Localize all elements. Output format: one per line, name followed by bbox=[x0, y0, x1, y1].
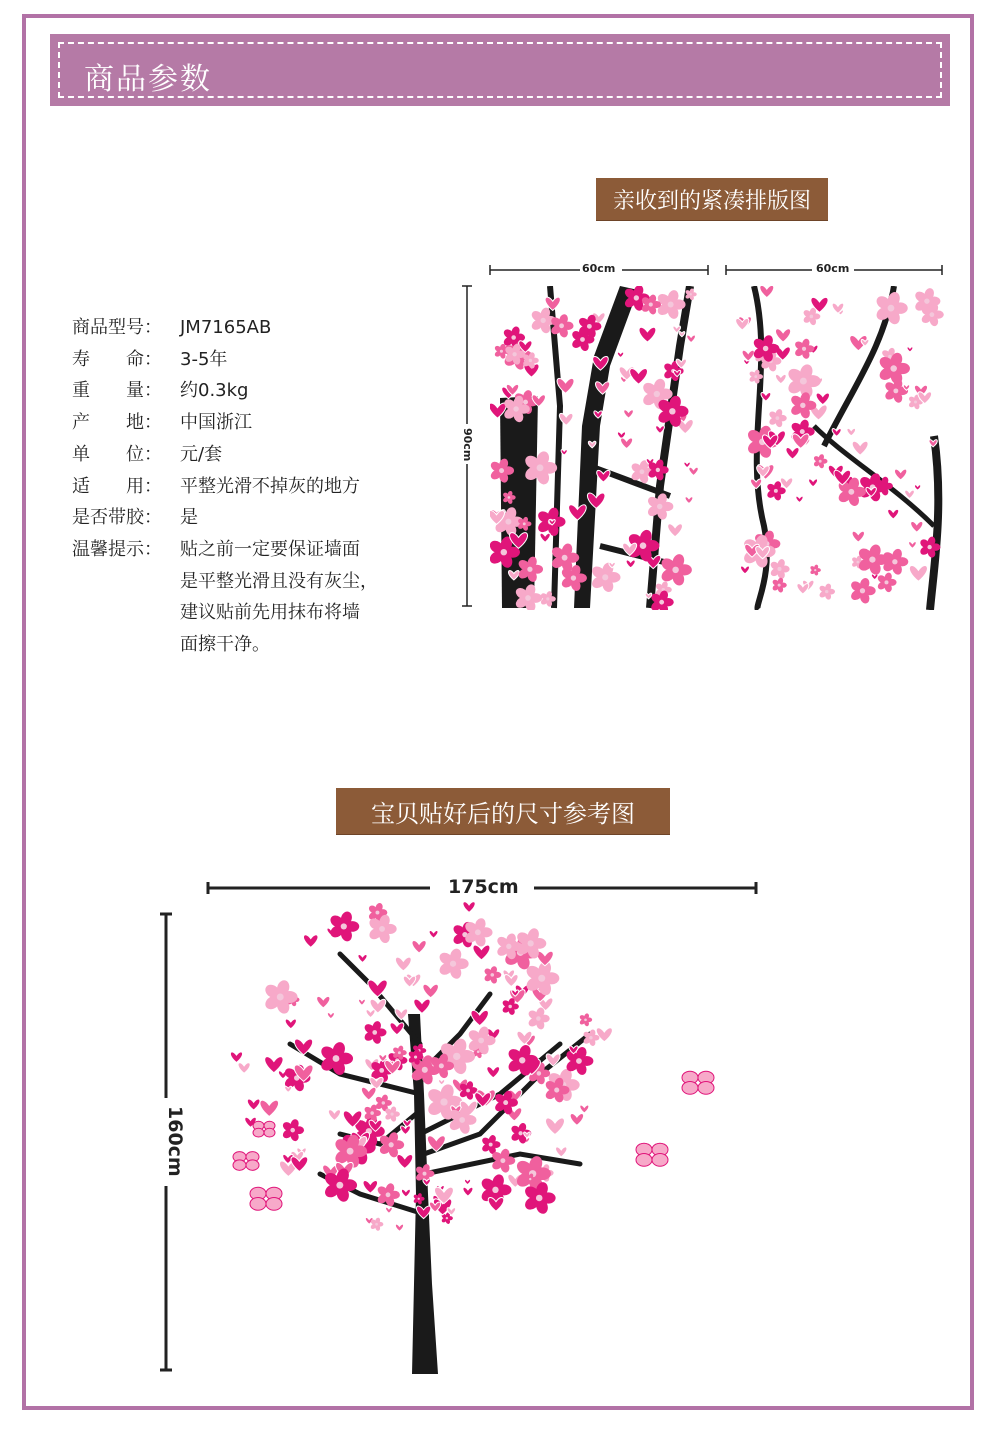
flower-icon bbox=[813, 454, 828, 469]
heart-icon bbox=[905, 490, 915, 498]
heart-icon bbox=[915, 485, 921, 490]
spec-value: 约0.3kg bbox=[180, 380, 249, 402]
butterfly-icon bbox=[250, 1187, 282, 1210]
flower-icon bbox=[768, 408, 787, 428]
spec-label: 产 地： bbox=[72, 412, 162, 434]
flower-icon bbox=[263, 979, 298, 1016]
spec-row-weight bbox=[72, 375, 378, 407]
heart-icon bbox=[852, 531, 864, 542]
heart-icon bbox=[395, 957, 411, 971]
heart-icon bbox=[894, 469, 906, 480]
spec-label: 单 位： bbox=[72, 443, 162, 465]
heart-icon bbox=[368, 980, 387, 997]
spec-label: 商品型号： bbox=[72, 317, 162, 338]
flower-icon bbox=[877, 351, 910, 385]
sticker-sheet-1-art bbox=[490, 286, 704, 610]
heart-icon bbox=[439, 1080, 445, 1085]
heart-icon bbox=[487, 1067, 500, 1078]
heart-icon bbox=[366, 1010, 375, 1018]
tree-width-label: 175cm bbox=[448, 876, 519, 898]
heart-icon bbox=[265, 1057, 283, 1073]
heart-icon bbox=[685, 497, 693, 504]
heart-icon bbox=[796, 496, 803, 502]
heart-icon bbox=[358, 954, 367, 962]
butterfly-icon bbox=[682, 1071, 714, 1094]
heart-icon bbox=[401, 1189, 410, 1197]
heart-icon bbox=[247, 1099, 260, 1110]
flower-icon bbox=[437, 947, 468, 980]
heart-icon bbox=[537, 951, 554, 966]
spec-label: 重 量： bbox=[72, 380, 162, 402]
flower-icon bbox=[810, 564, 821, 576]
heart-icon bbox=[617, 352, 623, 358]
heart-icon bbox=[423, 984, 439, 998]
heart-icon bbox=[359, 999, 366, 1005]
flower-icon bbox=[481, 1134, 501, 1155]
heart-icon bbox=[656, 426, 665, 434]
specs-list bbox=[72, 312, 378, 661]
size-banner: 宝贝贴好后的尺寸参考图 bbox=[336, 788, 670, 834]
heart-icon bbox=[786, 448, 799, 460]
heart-icon bbox=[570, 1114, 583, 1126]
heart-icon bbox=[545, 1118, 564, 1135]
sheet-height-label: 90cm bbox=[461, 428, 474, 462]
heart-icon bbox=[911, 521, 923, 532]
heart-icon bbox=[401, 1126, 411, 1135]
heart-icon bbox=[832, 429, 841, 437]
tips-line: 贴之前一定要保证墙面 bbox=[180, 538, 360, 560]
heart-icon bbox=[687, 335, 696, 343]
heart-icon bbox=[909, 566, 927, 582]
sticker-sheet-2-art bbox=[734, 286, 946, 610]
spec-row-applicable bbox=[72, 471, 378, 503]
heart-icon bbox=[414, 999, 430, 1013]
heart-icon bbox=[780, 478, 792, 489]
tips-label: 温馨提示： bbox=[72, 538, 162, 560]
spec-row-model bbox=[72, 312, 378, 344]
heart-icon bbox=[775, 374, 786, 383]
heart-icon bbox=[473, 945, 490, 960]
heart-icon bbox=[741, 566, 750, 574]
flower-icon bbox=[876, 572, 896, 593]
heart-icon bbox=[465, 1179, 471, 1184]
heart-icon bbox=[626, 560, 635, 568]
butterfly-icon bbox=[233, 1152, 259, 1171]
sheet1-width-label: 60cm bbox=[582, 262, 616, 275]
heart-icon bbox=[684, 462, 690, 468]
heart-icon bbox=[285, 1019, 296, 1029]
flower-icon bbox=[857, 543, 888, 576]
heart-icon bbox=[260, 1100, 279, 1116]
flower-icon bbox=[590, 561, 621, 593]
spec-value: JM7165AB bbox=[180, 317, 272, 338]
heart-icon bbox=[621, 438, 633, 449]
tips-line: 是平整光滑且没有灰尘， bbox=[180, 570, 378, 592]
flower-icon bbox=[281, 1118, 304, 1142]
spec-row-origin bbox=[72, 407, 378, 439]
heart-icon bbox=[471, 1010, 488, 1025]
tree-height-label: 160cm bbox=[164, 1106, 186, 1177]
heart-icon bbox=[816, 393, 829, 405]
spec-row-adhesive bbox=[72, 502, 378, 534]
heart-icon bbox=[580, 1105, 589, 1113]
tips-line: 建议贴前先用抹布将墙 bbox=[180, 602, 360, 624]
heart-icon bbox=[303, 935, 317, 948]
flower-icon bbox=[789, 391, 816, 420]
butterfly-icon bbox=[253, 1121, 275, 1137]
heart-icon bbox=[852, 441, 868, 455]
header-title: 商品参数 bbox=[84, 62, 212, 97]
heart-icon bbox=[412, 941, 426, 953]
heart-icon bbox=[397, 1155, 413, 1169]
heart-icon bbox=[463, 902, 475, 913]
heart-icon bbox=[871, 574, 877, 580]
heart-icon bbox=[463, 1187, 473, 1196]
flower-icon bbox=[483, 965, 501, 984]
spec-row-tips bbox=[72, 534, 378, 566]
tips-line: 面擦干净。 bbox=[180, 634, 270, 656]
heart-icon bbox=[668, 524, 683, 537]
header-bar bbox=[50, 34, 950, 106]
flower-icon bbox=[579, 1013, 592, 1027]
heart-icon bbox=[556, 1147, 567, 1157]
heart-icon bbox=[809, 479, 818, 487]
sticker-sheet-2 bbox=[734, 286, 946, 610]
spec-value: 元/套 bbox=[180, 443, 223, 465]
flower-icon bbox=[771, 577, 786, 593]
flower-icon bbox=[794, 338, 815, 360]
heart-icon bbox=[429, 930, 438, 938]
heart-icon bbox=[390, 1023, 404, 1035]
header-dashed-border bbox=[58, 42, 942, 98]
heart-icon bbox=[540, 533, 550, 542]
spec-row-lifespan bbox=[72, 344, 378, 376]
heart-icon bbox=[907, 347, 913, 352]
heart-icon bbox=[596, 1028, 612, 1042]
spec-value: 平整光滑不掉灰的地方 bbox=[180, 475, 360, 497]
heart-icon bbox=[888, 509, 899, 519]
heart-icon bbox=[327, 1013, 334, 1019]
tree-illustration bbox=[220, 894, 760, 1374]
heart-icon bbox=[238, 1063, 250, 1074]
heart-icon bbox=[639, 327, 656, 342]
spec-value: 3-5年 bbox=[180, 348, 228, 370]
heart-icon bbox=[361, 1087, 376, 1100]
heart-icon bbox=[363, 1181, 378, 1194]
sheet2-width-label: 60cm bbox=[816, 262, 850, 275]
flower-icon bbox=[874, 290, 908, 325]
flower-icon bbox=[818, 583, 835, 601]
spec-label: 是否带胶： bbox=[72, 507, 162, 529]
sticker-sheet-1 bbox=[490, 286, 704, 610]
butterfly-icon bbox=[636, 1143, 668, 1166]
spec-row-unit bbox=[72, 439, 378, 471]
heart-icon bbox=[847, 428, 856, 436]
flower-icon bbox=[328, 910, 359, 943]
heart-icon bbox=[624, 410, 634, 418]
flower-icon bbox=[849, 577, 876, 605]
heart-icon bbox=[775, 329, 790, 342]
heart-icon bbox=[395, 1224, 403, 1231]
heart-icon bbox=[230, 1052, 242, 1063]
spec-label: 寿 命： bbox=[72, 348, 162, 370]
heart-icon bbox=[761, 393, 771, 402]
heart-icon bbox=[546, 1054, 560, 1066]
heart-icon bbox=[630, 369, 648, 385]
heart-icon bbox=[317, 996, 330, 1008]
flower-icon bbox=[769, 558, 789, 579]
flower-icon bbox=[363, 1020, 387, 1045]
heart-icon bbox=[561, 450, 567, 455]
flower-icon bbox=[319, 1040, 353, 1076]
heart-icon bbox=[370, 1077, 383, 1089]
heart-icon bbox=[294, 1039, 312, 1055]
heart-icon bbox=[909, 542, 917, 549]
heart-icon bbox=[386, 1207, 393, 1213]
heart-icon bbox=[689, 467, 698, 475]
heart-icon bbox=[760, 286, 774, 298]
layout-banner: 亲收到的紧凑排版图 bbox=[596, 178, 828, 220]
flower-icon bbox=[523, 1181, 556, 1216]
spec-value: 是 bbox=[180, 507, 198, 529]
heart-icon bbox=[328, 1110, 340, 1121]
spec-label: 适 用： bbox=[72, 475, 162, 497]
spec-value: 中国浙江 bbox=[180, 412, 252, 434]
